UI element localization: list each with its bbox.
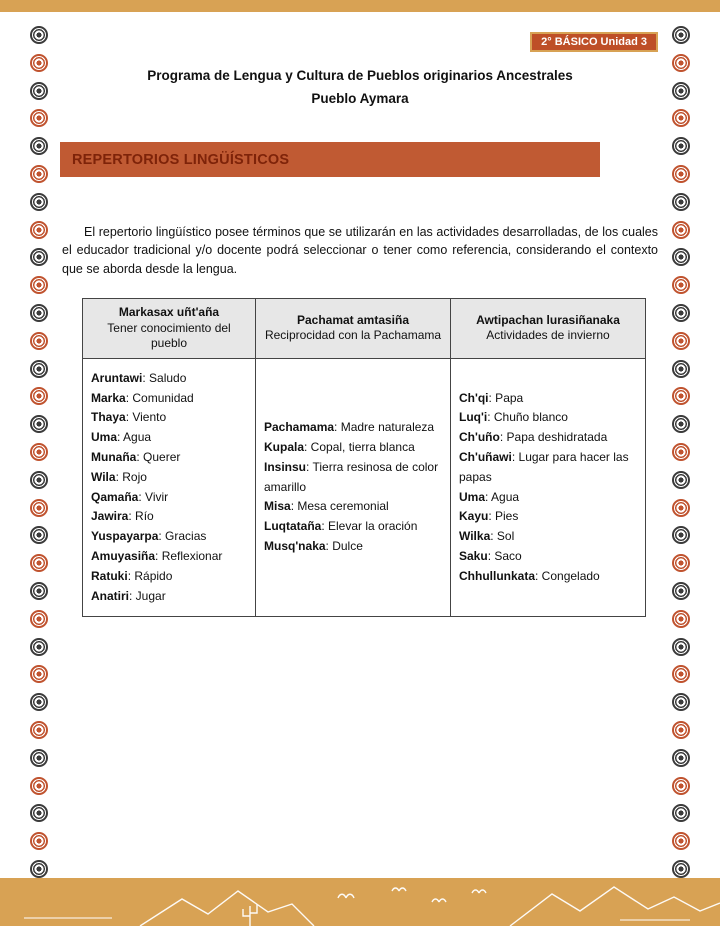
- vocab-entry: Luq'i: Chuño blanco: [459, 410, 568, 425]
- andean-medallion-icon: [30, 693, 48, 711]
- vocab-entry: Uma: Agua: [459, 489, 520, 504]
- andean-medallion-icon: [30, 276, 48, 294]
- andean-medallion-icon: [30, 332, 48, 350]
- footer-landscape: [0, 878, 720, 926]
- column-subtitle: Actividades de invierno: [486, 328, 610, 343]
- program-title: Programa de Lengua y Cultura de Pueblos originarios Ancestrales: [147, 68, 573, 83]
- top-accent-bar: [0, 0, 720, 12]
- andean-medallion-icon: [30, 499, 48, 517]
- andean-medallion-icon: [30, 582, 48, 600]
- andean-medallion-icon: [672, 332, 690, 350]
- andean-medallion-icon: [672, 638, 690, 656]
- vocab-entry: Uma: Agua: [91, 430, 152, 445]
- vocab-entry: Aruntawi: Saludo: [91, 370, 187, 385]
- footer-band: [0, 878, 720, 926]
- andean-medallion-icon: [672, 832, 690, 850]
- andean-medallion-icon: [672, 415, 690, 433]
- column-header-invierno: [451, 299, 646, 359]
- andean-medallion-icon: [672, 610, 690, 628]
- andean-medallion-icon: [672, 248, 690, 266]
- column-header-pueblo: [83, 299, 256, 359]
- andean-medallion-icon: [672, 165, 690, 183]
- column-subtitle: Tener conocimiento del pueblo: [107, 320, 231, 351]
- andean-medallion-icon: [30, 443, 48, 461]
- andean-medallion-icon: [30, 109, 48, 127]
- andean-medallion-icon: [30, 638, 48, 656]
- vocab-entry: Musq'naka: Dulce: [264, 539, 363, 554]
- andean-medallion-icon: [672, 860, 690, 878]
- column-title: Pachamat amtasiña: [296, 312, 410, 327]
- andean-medallion-icon: [672, 26, 690, 44]
- andean-medallion-icon: [672, 221, 690, 239]
- vocab-entry: Kayu: Pies: [459, 509, 519, 524]
- andean-medallion-icon: [672, 54, 690, 72]
- vocab-entry: Munaña: Querer: [91, 449, 181, 464]
- andean-medallion-icon: [672, 276, 690, 294]
- vocab-cell-pueblo: [83, 358, 256, 617]
- andean-medallion-icon: [30, 193, 48, 211]
- intro-paragraph: El repertorio lingüístico posee términos que se utilizarán en las actividades desarrolladas, de los cuales el educador tradicional y/o docente podrá seleccionar o tener como referencia, considerando el contexto que se aborda desde la lengua.: [62, 224, 658, 276]
- vocab-entry: Kupala: Copal, tierra blanca: [264, 440, 415, 455]
- andean-medallion-icon: [30, 777, 48, 795]
- vocab-entry: Wila: Rojo: [91, 469, 147, 484]
- vocab-entry: Misa: Mesa ceremonial: [264, 499, 389, 514]
- vocab-cell-invierno: [451, 358, 646, 617]
- andean-medallion-icon: [30, 554, 48, 572]
- andean-medallion-icon: [30, 221, 48, 239]
- right-ornament-border: [670, 26, 692, 878]
- vocab-entry: Marka: Comunidad: [91, 390, 194, 405]
- vocab-entry: Luqtataña: Elevar la oración: [264, 519, 418, 534]
- andean-medallion-icon: [672, 109, 690, 127]
- andean-medallion-icon: [672, 443, 690, 461]
- andean-medallion-icon: [30, 137, 48, 155]
- andean-medallion-icon: [30, 248, 48, 266]
- andean-medallion-icon: [672, 665, 690, 683]
- vocab-cell-pachamama: [256, 358, 451, 617]
- andean-medallion-icon: [672, 693, 690, 711]
- table-header-row: [83, 299, 646, 359]
- vocab-entry: Amuyasiña: Reflexionar: [91, 548, 223, 563]
- andean-medallion-icon: [30, 665, 48, 683]
- andean-medallion-icon: [672, 721, 690, 739]
- vocab-entry: Ratuki: Rápido: [91, 568, 173, 583]
- andean-medallion-icon: [30, 860, 48, 878]
- vocab-entry: Pachamama: Madre naturaleza: [264, 420, 435, 435]
- andean-medallion-icon: [672, 193, 690, 211]
- section-heading: REPERTORIOS LINGÜÍSTICOS: [72, 151, 290, 168]
- andean-medallion-icon: [672, 82, 690, 100]
- andean-medallion-icon: [672, 137, 690, 155]
- vocab-entry: Wilka: Sol: [459, 529, 515, 544]
- vocab-entry: Yuspayarpa: Gracias: [91, 529, 207, 544]
- andean-medallion-icon: [30, 526, 48, 544]
- andean-medallion-icon: [30, 749, 48, 767]
- column-title: Markasax uñt'aña: [118, 305, 220, 319]
- andean-medallion-icon: [672, 499, 690, 517]
- andean-medallion-icon: [30, 304, 48, 322]
- andean-medallion-icon: [30, 804, 48, 822]
- vocab-entry: Jawira: Río: [91, 509, 154, 524]
- section-banner: [60, 142, 600, 177]
- column-header-pachamama: [256, 299, 451, 359]
- andean-medallion-icon: [30, 610, 48, 628]
- vocab-entry: Ch'uñawi: Lugar para hacer las papas: [459, 449, 629, 484]
- andean-medallion-icon: [672, 304, 690, 322]
- andean-medallion-icon: [672, 526, 690, 544]
- left-ornament-border: [28, 26, 50, 878]
- andean-medallion-icon: [672, 749, 690, 767]
- pueblo-title: Pueblo Aymara: [311, 91, 409, 106]
- andean-medallion-icon: [30, 471, 48, 489]
- andean-medallion-icon: [30, 832, 48, 850]
- vocab-entry: Qamaña: Vivir: [91, 489, 169, 504]
- vocab-entry: Ch'qi: Papa: [459, 390, 524, 405]
- andean-medallion-icon: [672, 554, 690, 572]
- andean-medallion-icon: [672, 360, 690, 378]
- andean-medallion-icon: [672, 471, 690, 489]
- andean-medallion-icon: [672, 582, 690, 600]
- andean-medallion-icon: [30, 360, 48, 378]
- andean-medallion-icon: [30, 26, 48, 44]
- andean-medallion-icon: [30, 82, 48, 100]
- andean-medallion-icon: [30, 415, 48, 433]
- vocab-entry: Anatiri: Jugar: [91, 588, 166, 603]
- vocab-entry: Thaya: Viento: [91, 410, 167, 425]
- andean-medallion-icon: [30, 387, 48, 405]
- andean-medallion-icon: [30, 54, 48, 72]
- vocab-entry: Chhullunkata: Congelado: [459, 568, 600, 583]
- column-subtitle: Reciprocidad con la Pachamama: [264, 328, 442, 343]
- unit-badge: 2° BÁSICO Unidad 3: [530, 32, 658, 52]
- vocab-entry: Ch'uño: Papa deshidratada: [459, 430, 608, 445]
- column-title: Awtipachan lurasiñanaka: [476, 312, 620, 327]
- andean-medallion-icon: [30, 165, 48, 183]
- vocab-entry: Saku: Saco: [459, 548, 522, 563]
- document-header: [60, 68, 660, 106]
- andean-medallion-icon: [672, 777, 690, 795]
- andean-medallion-icon: [672, 387, 690, 405]
- vocab-entry: Insinsu: Tierra resinosa de color amarillo: [264, 459, 439, 494]
- andean-medallion-icon: [30, 721, 48, 739]
- andean-medallion-icon: [672, 804, 690, 822]
- vocabulary-table: [82, 298, 646, 617]
- table-body-row: [83, 358, 646, 617]
